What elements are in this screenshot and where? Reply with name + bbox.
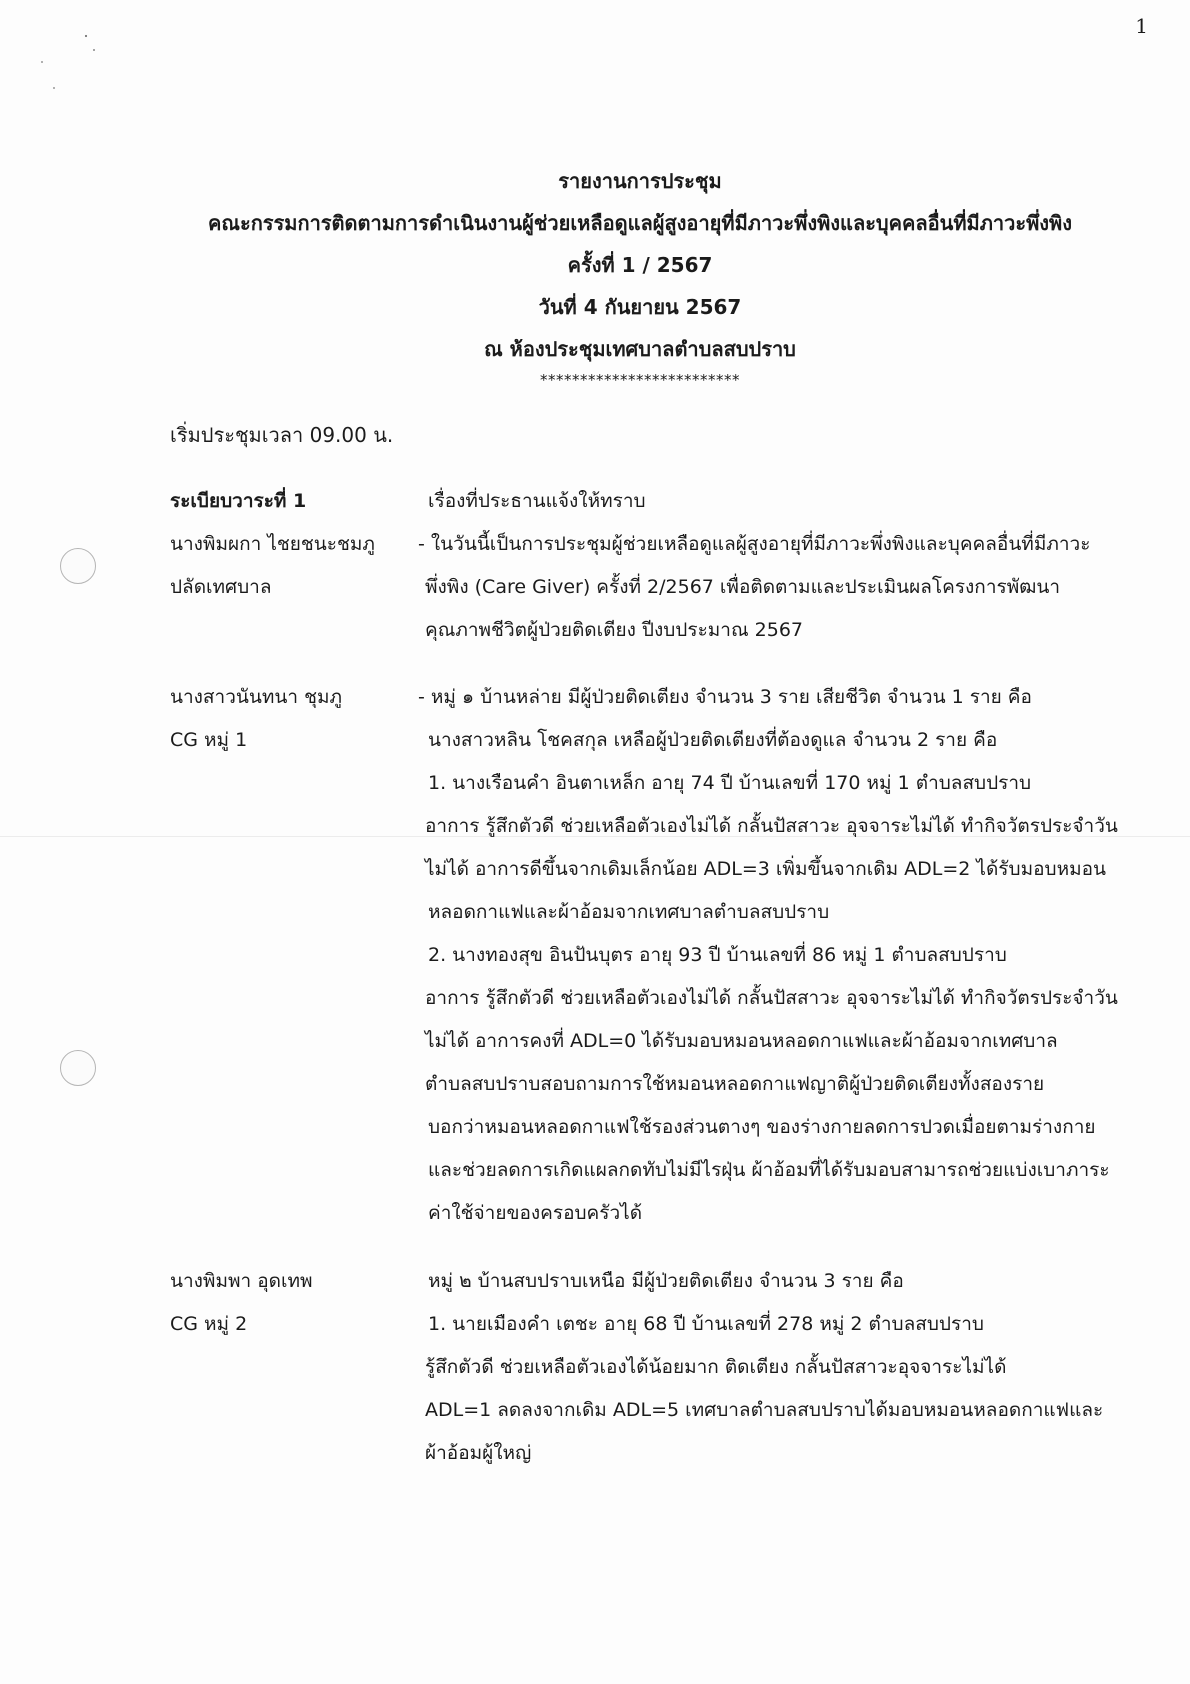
minutes-line: 2. นางทองสุข อินปันบุตร อายุ 93 ปี บ้านเลขที่ 86 หมู่ 1 ตำบลสบปราบ [428,944,1007,966]
minutes-line: - หมู่ ๑ บ้านหล่าย มีผู้ป่วยติดเตียง จำนวน 3 ราย เสียชีวิต จำนวน 1 ราย คือ [418,686,1032,708]
minutes-line: ตำบลสบปราบสอบถามการใช้หมอนหลอดกาแฟญาติผู้ป่วยติดเตียงทั้งสองราย [425,1073,1045,1095]
minutes-line: 1. นายเมืองคำ เตชะ อายุ 68 ปี บ้านเลขที่ 278 หมู่ 2 ตำบลสบปราบ [428,1313,984,1335]
meeting-start-time: เริ่มประชุมเวลา 09.00 น. [170,423,394,447]
punch-hole-top [60,548,96,584]
speaker-position: CG หมู่ 2 [170,1313,248,1335]
minutes-line: บอกว่าหมอนหลอดกาแฟใช้รองส่วนตางๆ ของร่างกายลดการปวดเมื่อยตามร่างกาย [428,1116,1096,1138]
minutes-line: - ในวันนี้เป็นการประชุมผู้ช่วยเหลือดูแลผู้สูงอายุที่มีภาวะพึ่งพิงและบุคคลอื่นที่มีภาวะ [418,533,1091,555]
speaker-position: ปลัดเทศบาล [170,576,272,598]
minutes-line: ADL=1 ลดลงจากเดิม ADL=5 เทศบาลตำบลสบปราบได้มอบหมอนหลอดกาแฟและ [425,1399,1104,1421]
separator-stars: ************************* [540,371,740,389]
minutes-line: รู้สึกตัวดี ช่วยเหลือตัวเองได้น้อยมาก ติดเตียง กลั้นปัสสาวะอุจจาระไม่ได้ [425,1356,1007,1378]
minutes-line: 1. นางเรือนคำ อินตาเหล็ก อายุ 74 ปี บ้านเลขที่ 170 หมู่ 1 ตำบลสบปราบ [428,772,1032,794]
agenda-title: เรื่องที่ประธานแจ้งให้ทราบ [428,490,646,512]
meeting-venue: ณ ห้องประชุมเทศบาลตำบลสบปราบ [484,337,796,361]
meeting-date: วันที่ 4 กันยายน 2567 [538,295,742,319]
speaker-name: นางพิมผกา ไชยชนะชมภู [170,533,375,555]
report-title: รายงานการประชุม [558,169,722,193]
minutes-line: ค่าใช้จ่ายของครอบครัวได้ [428,1202,643,1224]
minutes-line: อาการ รู้สึกตัวดี ช่วยเหลือตัวเองไม่ได้ กลั้นปัสสาวะ อุจจาระไม่ได้ ทำกิจวัตรประจำวัน [425,815,1118,837]
minutes-line: หมู่ ๒ บ้านสบปราบเหนือ มีผู้ป่วยติดเตียง จำนวน 3 ราย คือ [428,1270,904,1292]
speaker-name: นางสาวนันทนา ชุมภู [170,686,343,708]
committee-name: คณะกรรมการติดตามการดำเนินงานผู้ช่วยเหลือดูแลผู้สูงอายุที่มีภาวะพึ่งพิงและบุคคลอื่นที่มีภาวะพึ่งพิง [208,211,1072,235]
minutes-line: พึ่งพิง (Care Giver) ครั้งที่ 2/2567 เพื่อติดตามและประเมินผลโครงการพัฒนา [425,576,1061,598]
agenda-label: ระเบียบวาระที่ 1 [170,490,307,512]
minutes-line: และช่วยลดการเกิดแผลกดทับไม่มีไรฝุ่น ผ้าอ้อมที่ได้รับมอบสามารถช่วยแบ่งเบาภาระ [428,1159,1110,1181]
minutes-line: คุณภาพชีวิตผู้ป่วยติดเตียง ปีงบประมาณ 2567 [425,619,803,641]
scan-specks [38,28,108,98]
punch-hole-bottom [60,1050,96,1086]
speaker-position: CG หมู่ 1 [170,729,248,751]
page-number: 1 [1135,14,1148,38]
minutes-line: ไม่ได้ อาการคงที่ ADL=0 ได้รับมอบหมอนหลอดกาแฟและผ้าอ้อมจากเทศบาล [425,1030,1058,1052]
minutes-line: นางสาวหลิน โชคสกุล เหลือผู้ป่วยติดเตียงที่ต้องดูแล จำนวน 2 ราย คือ [428,729,998,751]
minutes-line: อาการ รู้สึกตัวดี ช่วยเหลือตัวเองไม่ได้ กลั้นปัสสาวะ อุจจาระไม่ได้ ทำกิจวัตรประจำวัน [425,987,1118,1009]
speaker-name: นางพิมพา อุดเทพ [170,1270,313,1292]
minutes-line: ไม่ได้ อาการดีขึ้นจากเดิมเล็กน้อย ADL=3 เพิ่มขึ้นจากเดิม ADL=2 ได้รับมอบหมอน [425,858,1107,880]
report-header [150,160,1130,390]
minutes-line: หลอดกาแฟและผ้าอ้อมจากเทศบาลตำบลสบปราบ [428,901,830,923]
minutes-line: ผ้าอ้อมผู้ใหญ่ [425,1442,532,1464]
session-number: ครั้งที่ 1 / 2567 [567,253,713,277]
